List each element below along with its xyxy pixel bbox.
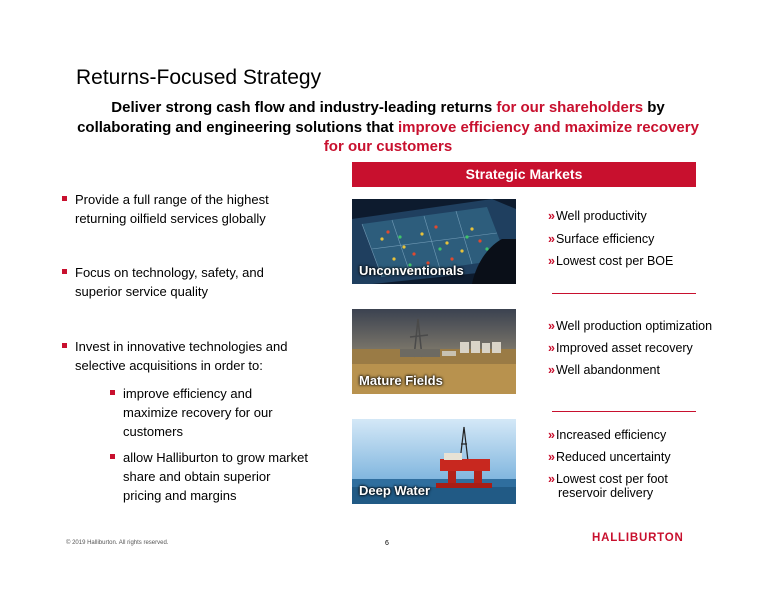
market-item: »Well abandonment bbox=[548, 363, 660, 377]
bullet-line: share and obtain superior bbox=[123, 469, 271, 484]
bullet-square-icon bbox=[110, 390, 115, 395]
market-label-mature-fields: Mature Fields bbox=[359, 373, 443, 388]
chevron-icon: » bbox=[548, 363, 555, 377]
chevron-icon: » bbox=[548, 450, 555, 464]
bullet-square-icon bbox=[62, 343, 67, 348]
subtitle-highlight-efficiency: improve efficiency and maximize recovery for our customers bbox=[323, 118, 699, 155]
chevron-icon: » bbox=[548, 472, 555, 486]
section-divider bbox=[552, 293, 696, 294]
deep-water-image bbox=[352, 419, 516, 504]
bullet-line: superior service quality bbox=[75, 284, 208, 299]
chevron-icon: » bbox=[548, 341, 555, 355]
market-item: »Lowest cost per foot reservoir delivery bbox=[548, 472, 668, 500]
bullet-square-icon bbox=[62, 196, 67, 201]
market-item: »Increased efficiency bbox=[548, 428, 667, 442]
market-item: »Lowest cost per BOE bbox=[548, 254, 674, 268]
bullet-square-icon bbox=[110, 454, 115, 459]
bullet-line: pricing and margins bbox=[123, 488, 237, 503]
subtitle-part-1: Deliver strong cash flow and industry-leading returns bbox=[111, 99, 497, 116]
bullet-line: allow Halliburton to grow market bbox=[123, 450, 308, 465]
subtitle-highlight-shareholders: for our shareholders bbox=[496, 99, 644, 116]
chevron-icon: » bbox=[548, 319, 555, 333]
page-number: 6 bbox=[385, 540, 389, 547]
chevron-icon: » bbox=[548, 428, 555, 442]
market-item: »Surface efficiency bbox=[548, 232, 655, 246]
halliburton-logo: HALLIBURTON bbox=[592, 532, 684, 544]
bullet-line: returning oilfield services globally bbox=[75, 211, 266, 226]
chevron-icon: » bbox=[548, 209, 555, 223]
bullet-item bbox=[60, 263, 264, 301]
bullet-line: customers bbox=[123, 424, 183, 439]
bullet-item bbox=[60, 337, 287, 375]
strategic-markets-header: Strategic Markets bbox=[352, 162, 696, 187]
chevron-icon: » bbox=[548, 232, 555, 246]
market-item: »Reduced uncertainty bbox=[548, 450, 671, 464]
bullet-line: Invest in innovative technologies and bbox=[75, 339, 288, 354]
sub-bullet-item bbox=[108, 448, 308, 505]
bullet-square-icon bbox=[62, 269, 67, 274]
subtitle-part-3: by collaborating and engineering solutions that bbox=[77, 99, 665, 136]
bullet-line: selective acquisitions in order to: bbox=[75, 358, 263, 373]
market-item: »Well production optimization bbox=[548, 319, 713, 333]
bullet-line: maximize recovery for our bbox=[123, 405, 273, 420]
bullet-line: improve efficiency and bbox=[123, 386, 253, 401]
mature-fields-image bbox=[352, 309, 516, 394]
subtitle bbox=[76, 98, 700, 157]
chevron-icon: » bbox=[548, 254, 555, 268]
market-label-unconventionals: Unconventionals bbox=[359, 263, 464, 278]
bullet-line: Provide a full range of the highest bbox=[75, 192, 269, 207]
sub-bullet-item bbox=[108, 384, 273, 441]
copyright-notice: © 2019 Halliburton. All rights reserved. bbox=[66, 540, 169, 546]
bullet-line: Focus on technology, safety, and bbox=[75, 265, 264, 280]
market-item: »Well productivity bbox=[548, 209, 647, 223]
unconventionals-image bbox=[352, 199, 516, 284]
market-label-deep-water: Deep Water bbox=[359, 483, 431, 498]
slide-title: Returns-Focused Strategy bbox=[76, 66, 322, 89]
bullet-item bbox=[60, 190, 269, 228]
market-item: »Improved asset recovery bbox=[548, 341, 693, 355]
market-item-continuation: reservoir delivery bbox=[558, 486, 654, 500]
section-divider bbox=[552, 411, 696, 412]
